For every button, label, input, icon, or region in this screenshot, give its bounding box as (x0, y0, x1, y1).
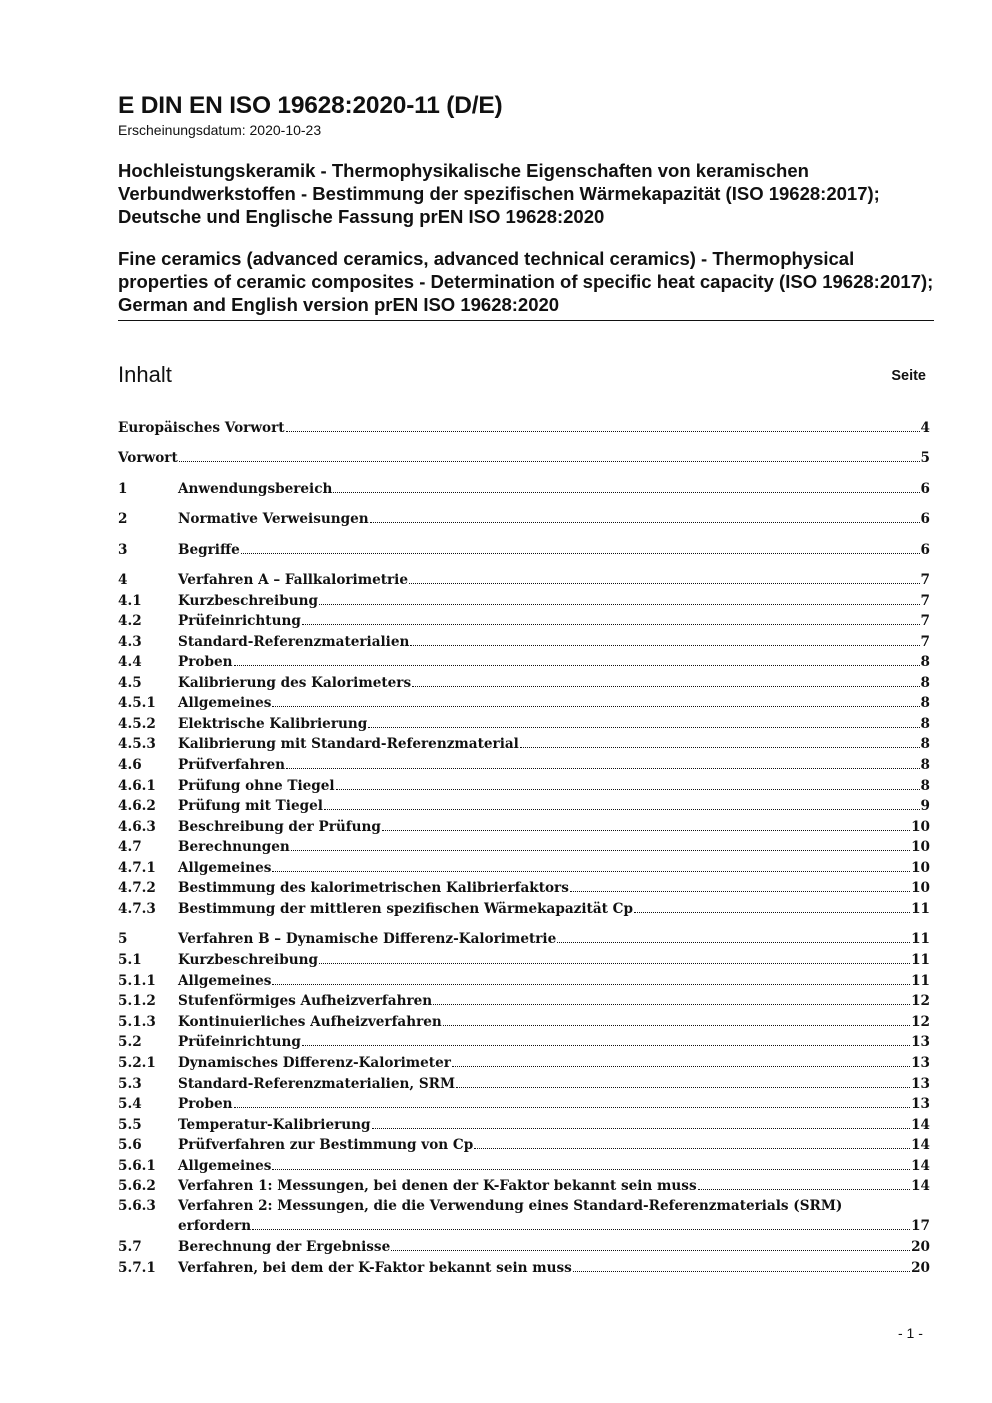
toc-entry-page: 10 (911, 839, 930, 855)
publication-date: Erscheinungsdatum: 2020-10-23 (118, 122, 322, 138)
toc-entry-title: Standard-Referenzmaterialien (178, 634, 410, 650)
toc-entry-page: 9 (920, 798, 930, 814)
toc-entry-title-continuation: erfordern (178, 1218, 252, 1234)
toc-entry-page: 13 (911, 1055, 930, 1071)
toc-entry-title: Kalibrierung des Kalorimeters (178, 675, 412, 691)
toc-entry[interactable] (118, 1074, 930, 1094)
toc-dot-leader (433, 1004, 910, 1005)
toc-dot-leader (234, 1107, 911, 1108)
toc-entry-title: Verfahren 2: Messungen, die die Verwendung eines Standard-Referenzmaterials (SRM) (178, 1198, 843, 1214)
toc-entry[interactable] (118, 632, 930, 652)
toc-entry-number: 4.5.1 (118, 695, 156, 711)
toc-entry-title: Bestimmung der mittleren spezifischen Wärmekapazität Cp (178, 901, 633, 917)
toc-entry-number: 3 (118, 542, 128, 558)
toc-entry-title: Kurzbeschreibung (178, 593, 318, 609)
toc-entry-number: 4.7.2 (118, 880, 156, 896)
toc-entry-title: Kurzbeschreibung (178, 952, 318, 968)
toc-dot-leader (412, 686, 919, 687)
toc-entry-number: 4.6.3 (118, 819, 156, 835)
toc-entry[interactable] (118, 611, 930, 631)
toc-entry-page: 8 (920, 757, 930, 773)
toc-entry-page: 20 (911, 1260, 930, 1276)
toc-heading (118, 361, 926, 391)
toc-entry-page: 8 (920, 695, 930, 711)
toc-entry-page: 10 (911, 880, 930, 896)
toc-entry[interactable] (118, 570, 930, 590)
toc-entry-page: 7 (920, 613, 930, 629)
footer-page-number: - 1 - (898, 1325, 923, 1341)
toc-entry[interactable] (118, 652, 930, 672)
header-divider (118, 320, 934, 321)
toc-dot-leader (252, 1229, 910, 1230)
toc-dot-leader (272, 984, 910, 985)
toc-entry-title: Verfahren B – Dynamische Differenz-Kalorimetrie (178, 931, 557, 947)
toc-entry-title: Proben (178, 1096, 233, 1112)
toc-dot-leader (286, 431, 920, 432)
toc-entry-number: 5.1 (118, 952, 142, 968)
toc-entry-page: 12 (911, 993, 930, 1009)
toc-page-column-label: Seite (891, 368, 926, 384)
toc-entry-number: 4.5.3 (118, 736, 156, 752)
toc-dot-leader (382, 830, 910, 831)
toc-entry-page: 17 (911, 1218, 930, 1234)
toc-dot-leader (474, 1148, 910, 1149)
toc-entry[interactable] (118, 858, 930, 878)
toc-entry[interactable] (118, 734, 930, 754)
toc-dot-leader (372, 1128, 911, 1129)
toc-entry-title: Prüfeinrichtung (178, 1034, 301, 1050)
toc-dot-leader (324, 809, 920, 810)
toc-entry-title: Berechnung der Ergebnisse (178, 1239, 391, 1255)
toc-dot-leader (302, 624, 920, 625)
toc-entry[interactable] (118, 1012, 930, 1032)
document-id: E DIN EN ISO 19628:2020-11 (D/E) (118, 92, 503, 119)
toc-dot-leader (302, 1045, 910, 1046)
toc-entry-page: 6 (920, 542, 930, 558)
toc-entry-title: Allgemeines (178, 1158, 272, 1174)
toc-entry-title: Beschreibung der Prüfung (178, 819, 381, 835)
toc-dot-leader (443, 1025, 910, 1026)
toc-entry[interactable] (118, 929, 930, 949)
toc-dot-leader (456, 1087, 910, 1088)
toc-entry-title: Normative Verweisungen (178, 511, 369, 527)
title-english: Fine ceramics (advanced ceramics, advanced technical ceramics) - Thermophysical properties of ceramic composites - Determination of specific heat capacity (ISO 19628:2017); German and English version prEN ISO 19628:2020 (118, 248, 934, 315)
toc-entry-page: 10 (911, 860, 930, 876)
toc-entry-page: 7 (920, 593, 930, 609)
toc-entry-page: 13 (911, 1034, 930, 1050)
toc-entry[interactable] (118, 540, 930, 560)
toc-dot-leader (291, 850, 910, 851)
toc-entry-number: 5.3 (118, 1076, 142, 1092)
toc-entry-number: 5.2.1 (118, 1055, 156, 1071)
toc-dot-leader (520, 747, 920, 748)
toc-dot-leader (333, 492, 919, 493)
toc-entry[interactable] (118, 1094, 930, 1114)
toc-dot-leader (179, 461, 920, 462)
toc-dot-leader (557, 942, 910, 943)
title-german: Hochleistungskeramik - Thermophysikalische Eigenschaften von keramischen Verbundwerkstoffen - Bestimmung der spezifischen Wärmekapazität (ISO 19628:2017); Deutsche und Englische Fassung prEN ISO 19628:2020 (118, 160, 880, 227)
toc-entry-number: 4.5 (118, 675, 142, 691)
toc-entry-title: Verfahren, bei dem der K-Faktor bekannt sein muss (178, 1260, 572, 1276)
toc-entry-page: 8 (920, 778, 930, 794)
toc-entry-number: 5.6.1 (118, 1158, 156, 1174)
toc-entry-number: 5.7.1 (118, 1260, 156, 1276)
toc-entry-number: 4.2 (118, 613, 142, 629)
toc-entry[interactable] (118, 878, 930, 898)
toc-dot-leader (452, 1066, 910, 1067)
toc-entry[interactable] (118, 1258, 930, 1278)
toc-entry[interactable] (118, 509, 930, 529)
toc-entry-number: 4.1 (118, 593, 142, 609)
toc-entry[interactable] (118, 1032, 930, 1052)
toc-entry[interactable] (118, 591, 930, 611)
toc-dot-leader (634, 912, 910, 913)
toc-entry-page: 13 (911, 1096, 930, 1112)
toc-entry-title: Europäisches Vorwort (118, 420, 285, 436)
toc-entry-number: 4.7.1 (118, 860, 156, 876)
toc-entry-number: 4.6.1 (118, 778, 156, 794)
toc-entry-number: 1 (118, 481, 128, 497)
toc-entry-page: 11 (911, 952, 930, 968)
toc-dot-leader (698, 1189, 910, 1190)
toc-entry-number: 5.6.3 (118, 1198, 156, 1214)
toc-entry[interactable] (118, 1053, 930, 1073)
toc-entry-title: Allgemeines (178, 695, 272, 711)
toc-entry[interactable] (118, 991, 930, 1011)
toc-entry[interactable] (118, 693, 930, 713)
toc-entry-page: 11 (911, 931, 930, 947)
toc-entry-title: Proben (178, 654, 233, 670)
toc-dot-leader (272, 871, 910, 872)
toc-entry-title: Bestimmung des kalorimetrischen Kalibrierfaktors (178, 880, 569, 896)
toc-entry-number: 4.3 (118, 634, 142, 650)
toc-entry-number: 4.7 (118, 839, 142, 855)
toc-entry-number: 4.4 (118, 654, 142, 670)
toc-dot-leader (409, 583, 920, 584)
toc-entry-number: 5.1.3 (118, 1014, 156, 1030)
toc-entry-title: Allgemeines (178, 860, 272, 876)
toc-entry[interactable] (118, 479, 930, 499)
toc-dot-leader (368, 727, 919, 728)
toc-entry-number: 2 (118, 511, 128, 527)
toc-entry-number: 5.1.1 (118, 973, 156, 989)
toc-entry-title: Allgemeines (178, 973, 272, 989)
toc-entry-number: 5.2 (118, 1034, 142, 1050)
toc-entry-title: Prüfverfahren (178, 757, 286, 773)
toc-entry-page: 6 (920, 511, 930, 527)
toc-dot-leader (286, 768, 919, 769)
toc-dot-leader (319, 963, 910, 964)
document-header (118, 92, 934, 316)
toc-dot-leader (391, 1250, 910, 1251)
toc-dot-leader (573, 1271, 910, 1272)
toc-entry[interactable] (118, 673, 930, 693)
toc-entry-page: 20 (911, 1239, 930, 1255)
toc-entry-page: 14 (911, 1158, 930, 1174)
toc-entry[interactable] (118, 796, 930, 816)
toc-entry-number: 4.6.2 (118, 798, 156, 814)
toc-entry-number: 5.6.2 (118, 1178, 156, 1194)
toc-entry-title: Kalibrierung mit Standard-Referenzmaterial (178, 736, 519, 752)
toc-entry-title: Dynamisches Differenz-Kalorimeter (178, 1055, 451, 1071)
toc-entry-page: 14 (911, 1117, 930, 1133)
toc-entry-title: Kontinuierliches Aufheizverfahren (178, 1014, 442, 1030)
toc-entry-page: 5 (920, 450, 930, 466)
toc-entry[interactable] (118, 971, 930, 991)
toc-entry-number: 4.6 (118, 757, 142, 773)
toc-entry[interactable] (118, 1156, 930, 1176)
toc-entry-page: 10 (911, 819, 930, 835)
toc-entry-title: Berechnungen (178, 839, 290, 855)
toc-entry-page: 8 (920, 716, 930, 732)
toc-entry-page: 8 (920, 675, 930, 691)
toc-dot-leader (319, 604, 920, 605)
toc-entry[interactable] (118, 817, 930, 837)
toc-entry[interactable] (118, 837, 930, 857)
toc-entry-number: 5.7 (118, 1239, 142, 1255)
toc-dot-leader (570, 891, 910, 892)
toc-entry-title: Verfahren A – Fallkalorimetrie (178, 572, 408, 588)
toc-entry-page: 7 (920, 634, 930, 650)
toc-entry[interactable] (118, 899, 930, 919)
toc-entry-title: Anwendungsbereich (178, 481, 333, 497)
toc-entry-number: 4.5.2 (118, 716, 156, 732)
toc-entry[interactable] (118, 776, 930, 796)
toc-entry-page: 14 (911, 1137, 930, 1153)
toc-entry-number: 5 (118, 931, 128, 947)
toc-entry-title: Vorwort (118, 450, 178, 466)
toc-dot-leader (272, 706, 919, 707)
toc-dot-leader (410, 645, 919, 646)
toc-entry-number: 5.5 (118, 1117, 142, 1133)
toc-entry-number: 4 (118, 572, 128, 588)
toc-entry-page: 8 (920, 736, 930, 752)
toc-entry-number: 5.6 (118, 1137, 142, 1153)
toc-title: Inhalt (118, 362, 172, 387)
toc-entry-title: Begriffe (178, 542, 240, 558)
toc-entry-page: 8 (920, 654, 930, 670)
toc-entry-page: 12 (911, 1014, 930, 1030)
toc-entry-title: Stufenförmiges Aufheizverfahren (178, 993, 433, 1009)
toc-entry[interactable] (118, 1115, 930, 1135)
toc-entry[interactable] (118, 950, 930, 970)
toc-entry-title: Elektrische Kalibrierung (178, 716, 368, 732)
toc-entry-number: 5.1.2 (118, 993, 156, 1009)
toc-entry-number: 5.4 (118, 1096, 142, 1112)
toc-entry[interactable] (118, 1135, 930, 1155)
toc-entry-title: Prüfverfahren zur Bestimmung von Cp (178, 1137, 474, 1153)
toc-entry-title: Temperatur-Kalibrierung (178, 1117, 371, 1133)
toc-entry-page: 14 (911, 1178, 930, 1194)
toc-dot-leader (234, 665, 920, 666)
toc-entry[interactable] (118, 714, 930, 734)
toc-entry-title: Prüfung mit Tiegel (178, 798, 323, 814)
toc-entry-page: 11 (911, 901, 930, 917)
toc-entry-page: 13 (911, 1076, 930, 1092)
toc-entry-page: 11 (911, 973, 930, 989)
toc-entry[interactable] (118, 1237, 930, 1257)
toc-dot-leader (370, 522, 920, 523)
toc-entry[interactable] (118, 1196, 930, 1216)
toc-entry-title: Prüfung ohne Tiegel (178, 778, 335, 794)
toc-dot-leader (241, 553, 920, 554)
toc-dot-leader (336, 789, 920, 790)
toc-entry-number: 4.7.3 (118, 901, 156, 917)
toc-entry-title: Verfahren 1: Messungen, bei denen der K-Faktor bekannt sein muss (178, 1178, 697, 1194)
toc-entry-continuation[interactable] (178, 1216, 930, 1236)
toc-entry-page: 4 (920, 420, 930, 436)
toc-entry[interactable] (118, 755, 930, 775)
toc-entry-page: 7 (920, 572, 930, 588)
toc-entry[interactable] (118, 1176, 930, 1196)
toc-dot-leader (272, 1169, 910, 1170)
toc-entry[interactable] (118, 448, 930, 468)
toc-entry-page: 6 (920, 481, 930, 497)
toc-entry[interactable] (118, 418, 930, 438)
toc-entry-title: Prüfeinrichtung (178, 613, 301, 629)
toc-entry-title: Standard-Referenzmaterialien, SRM (178, 1076, 456, 1092)
